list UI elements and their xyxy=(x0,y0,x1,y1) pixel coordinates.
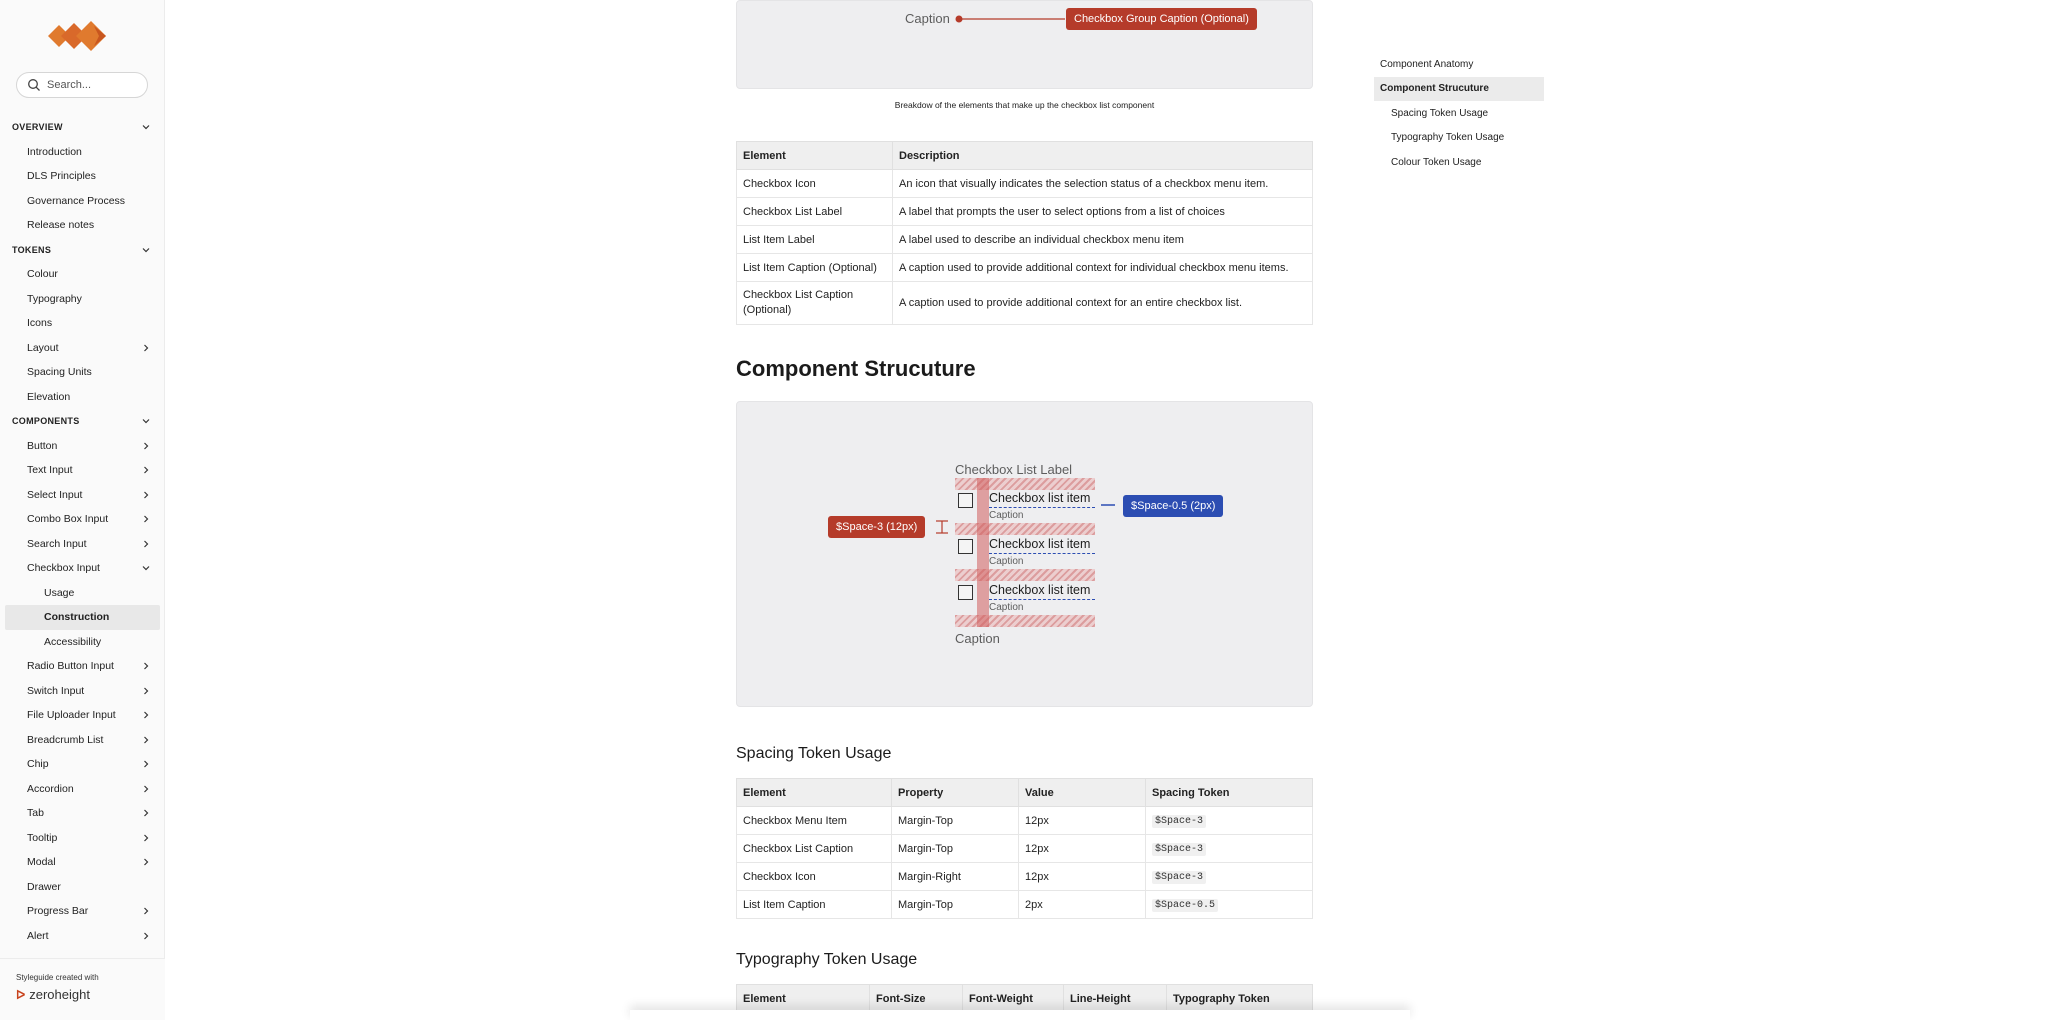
chevron-right-icon xyxy=(141,686,151,696)
table-header: Element xyxy=(737,985,870,1013)
chevron-right-icon xyxy=(141,514,151,524)
zeroheight-link[interactable] xyxy=(16,987,90,1002)
sidebar-item-progress-bar[interactable] xyxy=(0,899,165,924)
structure-item-caption: Caption xyxy=(989,510,1024,521)
structure-item-label: Checkbox list item xyxy=(989,537,1091,551)
sidebar-item-dls-principles[interactable] xyxy=(0,164,165,189)
spacing-band xyxy=(955,569,1095,581)
sidebar-item-label: Button xyxy=(27,439,58,452)
table-cell: Checkbox Icon xyxy=(737,863,892,891)
space3-bracket xyxy=(933,519,951,535)
token-code: $Space-3 xyxy=(1152,871,1206,884)
sidebar-item-alert[interactable] xyxy=(0,924,165,949)
typography-heading: Typography Token Usage xyxy=(736,951,918,968)
sidebar-item-icons[interactable] xyxy=(0,311,165,336)
toc-item-typography-token-usage[interactable]: Typography Token Usage xyxy=(1391,132,1505,144)
search-input[interactable] xyxy=(47,79,137,91)
sidebar-item-select-input[interactable] xyxy=(0,483,165,508)
table-header: Line-Height xyxy=(1064,985,1167,1013)
spacing-heading: Spacing Token Usage xyxy=(736,745,892,762)
chevron-right-icon xyxy=(141,661,151,671)
anatomy-caption-label: Caption xyxy=(905,11,950,26)
space05-connector xyxy=(1101,502,1117,508)
table-cell: Checkbox Menu Item xyxy=(737,807,892,835)
sidebar-item-label: Layout xyxy=(27,341,59,354)
sidebar-item-label: DLS Principles xyxy=(27,170,96,183)
sidebar-item-label: Icons xyxy=(27,317,53,330)
nav-section-tokens[interactable] xyxy=(0,238,165,263)
table-cell: Checkbox List Label xyxy=(737,198,893,226)
table-cell: Margin-Top xyxy=(892,835,1019,863)
chevron-right-icon xyxy=(141,759,151,769)
nav-section-components[interactable] xyxy=(0,409,165,434)
footer-made-text: Styleguide created with xyxy=(16,973,99,982)
sidebar-item-button[interactable] xyxy=(0,434,165,459)
structure-item-caption: Caption xyxy=(989,602,1024,613)
chevron-right-icon xyxy=(141,735,151,745)
sidebar-item-breadcrumb-list[interactable] xyxy=(0,728,165,753)
zeroheight-brand: zeroheight xyxy=(29,987,90,1002)
sidebar-item-label: Colour xyxy=(27,268,58,281)
sidebar-item-modal[interactable] xyxy=(0,850,165,875)
sidebar-item-search-input[interactable] xyxy=(0,532,165,557)
sidebar-item-drawer[interactable] xyxy=(0,875,165,900)
token-code: $Space-0.5 xyxy=(1152,899,1218,912)
sidebar-item-switch-input[interactable] xyxy=(0,679,165,704)
table-cell: Margin-Top xyxy=(892,807,1019,835)
table-row xyxy=(737,891,1313,919)
table-row xyxy=(737,254,1313,282)
structure-item-label: Checkbox list item xyxy=(989,491,1091,505)
component-structure-heading: Component Strucuture xyxy=(736,356,976,381)
sidebar-item-release-notes[interactable] xyxy=(0,213,165,238)
sidebar-item-label: Release notes xyxy=(27,219,95,232)
sidebar-item-label: Radio Button Input xyxy=(27,660,114,673)
chevron-right-icon xyxy=(141,808,151,818)
logo-icon[interactable] xyxy=(48,18,118,54)
table-cell: 12px xyxy=(1019,807,1146,835)
search-icon xyxy=(27,78,41,92)
table-cell: Checkbox Icon xyxy=(737,170,893,198)
sidebar-item-text-input[interactable] xyxy=(0,458,165,483)
table-header: Property xyxy=(892,779,1019,807)
anatomy-figure xyxy=(736,0,1313,89)
space05-callout: $Space-0.5 (2px) xyxy=(1123,495,1223,517)
token-code: $Space-3 xyxy=(1152,815,1206,828)
table-cell xyxy=(1146,891,1313,919)
sidebar-item-label: Governance Process xyxy=(27,194,126,207)
sidebar-item-label: Construction xyxy=(44,611,110,624)
chevron-right-icon xyxy=(141,833,151,843)
icon-gap-band xyxy=(977,478,989,627)
sidebar-item-elevation[interactable] xyxy=(0,385,165,410)
sidebar-item-label: Search Input xyxy=(27,537,87,550)
sidebar-item-label: File Uploader Input xyxy=(27,709,116,722)
chevron-right-icon xyxy=(141,441,151,451)
sidebar-item-spacing-units[interactable] xyxy=(0,360,165,385)
toc-item-component-anatomy[interactable]: Component Anatomy xyxy=(1380,58,1474,70)
sidebar-item-label: Introduction xyxy=(27,145,82,158)
nav-section-overview[interactable] xyxy=(0,115,165,140)
table-cell: 12px xyxy=(1019,863,1146,891)
chevron-right-icon xyxy=(141,906,151,916)
chevron-down-icon xyxy=(141,122,151,132)
sidebar-item-label: Checkbox Input xyxy=(27,562,100,575)
sidebar-item-label: Usage xyxy=(44,586,75,599)
spacing-dash xyxy=(989,553,1095,554)
spacing-dash xyxy=(989,599,1095,600)
sidebar-item-label: Select Input xyxy=(27,488,83,501)
table-cell: List Item Caption (Optional) xyxy=(737,254,893,282)
table-cell xyxy=(1146,807,1313,835)
callout-line xyxy=(955,14,1065,24)
sidebar-item-governance-process[interactable] xyxy=(0,189,165,214)
toc-item-spacing-token-usage[interactable]: Spacing Token Usage xyxy=(1391,107,1489,119)
sidebar-item-accordion[interactable] xyxy=(0,777,165,802)
sidebar-item-label: Typography xyxy=(27,292,82,305)
chevron-down-icon xyxy=(141,245,151,255)
table-cell: 2px xyxy=(1019,891,1146,919)
sidebar-footer xyxy=(0,958,165,1020)
checkbox-icon xyxy=(958,493,973,508)
sidebar-item-label: Drawer xyxy=(27,880,61,893)
chevron-right-icon xyxy=(141,710,151,720)
table-header: Element xyxy=(737,142,893,170)
toc-item-colour-token-usage[interactable]: Colour Token Usage xyxy=(1391,156,1482,168)
table-cell xyxy=(1146,835,1313,863)
table-header: Typography Token xyxy=(1167,985,1313,1013)
table-header: Font-Size xyxy=(870,985,963,1013)
table-row xyxy=(737,226,1313,254)
chevron-right-icon xyxy=(141,784,151,794)
typography-table xyxy=(736,984,1313,1013)
nav-section-title: OVERVIEW xyxy=(12,122,63,133)
chevron-right-icon xyxy=(141,539,151,549)
chevron-right-icon xyxy=(141,931,151,941)
token-code: $Space-3 xyxy=(1152,843,1206,856)
search-box[interactable] xyxy=(16,72,148,98)
main-content xyxy=(736,0,1313,1013)
spacing-table xyxy=(736,778,1313,919)
table-row xyxy=(737,282,1313,325)
table-of-contents xyxy=(1374,52,1544,175)
checkbox-icon xyxy=(958,539,973,554)
table-cell: Checkbox List Caption xyxy=(737,835,892,863)
table-cell: An icon that visually indicates the selection status of a checkbox menu item. xyxy=(893,170,1313,198)
sidebar-item-label: Switch Input xyxy=(27,684,85,697)
checkbox-icon xyxy=(958,585,973,600)
sidebar-item-label: Text Input xyxy=(27,464,73,477)
sidebar-item-label: Combo Box Input xyxy=(27,513,109,526)
spacing-band xyxy=(955,478,1095,490)
sidebar-item-accessibility[interactable] xyxy=(0,630,165,655)
table-header: Description xyxy=(893,142,1313,170)
sidebar-item-label: Chip xyxy=(27,758,49,771)
spacing-dash xyxy=(989,507,1095,508)
table-cell: A caption used to provide additional context for individual checkbox menu items. xyxy=(893,254,1313,282)
table-row xyxy=(737,863,1313,891)
table-cell: 12px xyxy=(1019,835,1146,863)
sidebar-item-label: Elevation xyxy=(27,390,71,403)
sidebar-item-radio-button-input[interactable] xyxy=(0,654,165,679)
structure-list-caption: Caption xyxy=(955,631,1000,646)
bottom-shadow xyxy=(630,1010,1410,1020)
table-cell: A caption used to provide additional context for an entire checkbox list. xyxy=(893,282,1313,325)
structure-figure xyxy=(736,401,1313,707)
table-row xyxy=(737,170,1313,198)
structure-item-caption: Caption xyxy=(989,556,1024,567)
chevron-right-icon xyxy=(141,343,151,353)
table-cell: A label used to describe an individual checkbox menu item xyxy=(893,226,1313,254)
chevron-down-icon xyxy=(141,416,151,426)
sidebar-item-label: Spacing Units xyxy=(27,366,92,379)
sidebar-item-usage[interactable] xyxy=(0,581,165,606)
sidebar-item-checkbox-input[interactable] xyxy=(0,556,165,581)
table-row xyxy=(737,835,1313,863)
nav-section-title: COMPONENTS xyxy=(12,416,80,427)
anatomy-table xyxy=(736,141,1313,325)
table-header: Value xyxy=(1019,779,1146,807)
sidebar-item-label: Accessibility xyxy=(44,635,102,648)
table-cell xyxy=(1146,863,1313,891)
nav-tree xyxy=(0,115,165,948)
table-header: Spacing Token xyxy=(1146,779,1313,807)
sidebar-item-layout[interactable] xyxy=(0,336,165,361)
chevron-right-icon xyxy=(141,857,151,867)
spacing-band xyxy=(955,615,1095,627)
sidebar-item-label: Accordion xyxy=(27,782,74,795)
sidebar-item-introduction[interactable] xyxy=(0,140,165,165)
table-header: Font-Weight xyxy=(963,985,1064,1013)
anatomy-figure-caption: Breakdow of the elements that make up the checkbox list component xyxy=(894,100,1155,110)
sidebar-item-construction[interactable] xyxy=(5,605,160,630)
chevron-down-icon xyxy=(141,563,151,573)
table-header: Element xyxy=(737,779,892,807)
table-cell: A label that prompts the user to select options from a list of choices xyxy=(893,198,1313,226)
toc-item-component-strucuture[interactable]: Component Strucuture xyxy=(1374,77,1544,102)
table-row xyxy=(737,198,1313,226)
sidebar-item-combo-box-input[interactable] xyxy=(0,507,165,532)
sidebar-item-tab[interactable] xyxy=(0,801,165,826)
sidebar-item-label: Alert xyxy=(27,929,49,942)
table-cell: List Item Label xyxy=(737,226,893,254)
space3-callout: $Space-3 (12px) xyxy=(828,516,925,538)
spacing-band xyxy=(955,523,1095,535)
chevron-right-icon xyxy=(141,490,151,500)
table-cell: Margin-Top xyxy=(892,891,1019,919)
structure-list-label: Checkbox List Label xyxy=(955,462,1073,477)
table-row xyxy=(737,807,1313,835)
sidebar-item-label: Breadcrumb List xyxy=(27,733,104,746)
chevron-right-icon xyxy=(141,465,151,475)
structure-item-label: Checkbox list item xyxy=(989,583,1091,597)
zeroheight-icon: ᐅ xyxy=(16,987,26,1002)
group-caption-callout: Checkbox Group Caption (Optional) xyxy=(1066,8,1257,30)
nav-section-title: TOKENS xyxy=(12,244,52,255)
sidebar-item-tooltip[interactable] xyxy=(0,826,165,851)
sidebar-item-file-uploader-input[interactable] xyxy=(0,703,165,728)
table-cell: Margin-Right xyxy=(892,863,1019,891)
sidebar xyxy=(0,0,165,1020)
sidebar-item-typography[interactable] xyxy=(0,287,165,312)
sidebar-item-label: Progress Bar xyxy=(27,905,89,918)
table-cell: List Item Caption xyxy=(737,891,892,919)
sidebar-item-label: Tooltip xyxy=(27,831,58,844)
table-cell: Checkbox List Caption (Optional) xyxy=(737,282,893,325)
sidebar-item-label: Tab xyxy=(27,807,44,820)
sidebar-item-colour[interactable] xyxy=(0,262,165,287)
sidebar-item-chip[interactable] xyxy=(0,752,165,777)
sidebar-item-label: Modal xyxy=(27,856,56,869)
